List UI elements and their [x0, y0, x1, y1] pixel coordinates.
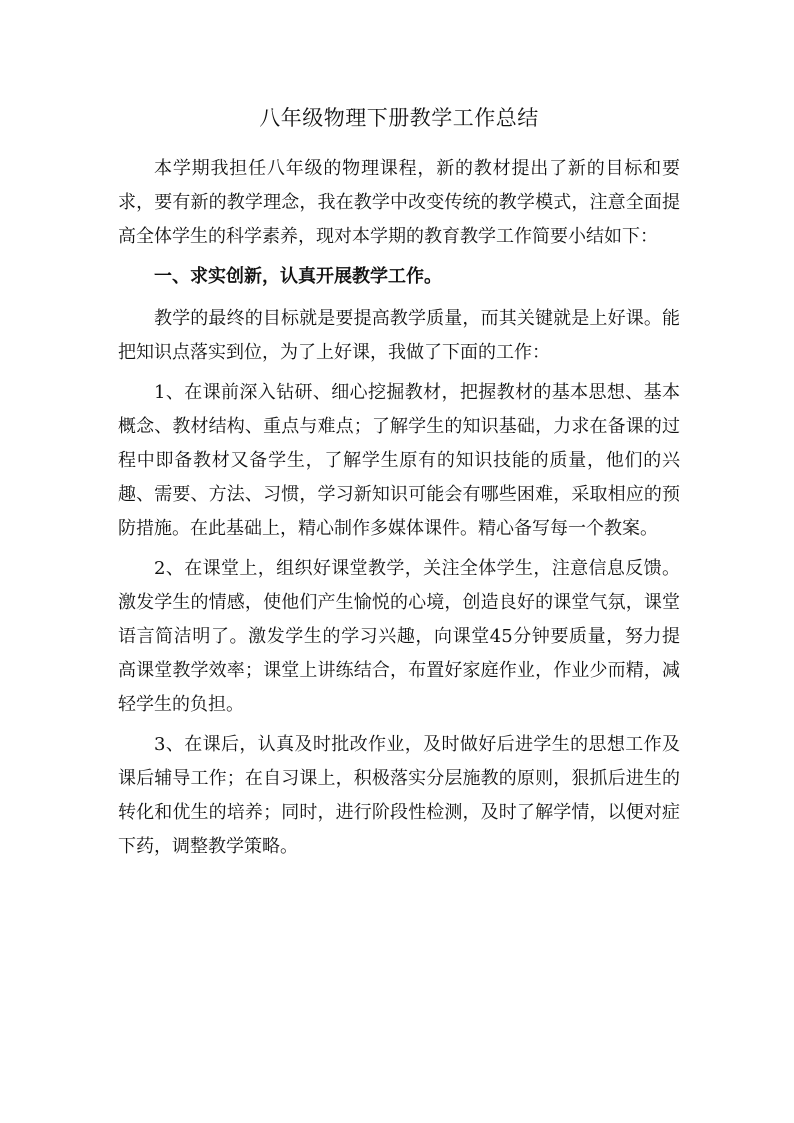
intro-paragraph: 本学期我担任八年级的物理课程，新的教材提出了新的目标和要求，要有新的教学理念，我在教学中改变传统的教学模式，注意全面提高全体学生的科学素养，现对本学期的教育教学工作简要小结如下： — [118, 158, 680, 247]
item-2-paragraph: 2、在课堂上，组织好课堂教学，关注全体学生，注意信息反馈。激发学生的情感，使他们产生愉悦的心境，创造良好的课堂气氛，课堂语言简洁明了。激发学生的学习兴趣，向课堂45分钟要质量，努力提高课堂教学效率；课堂上讲练结合，布置好家庭作业，作业少而精，减轻学生的负担。 — [118, 558, 680, 715]
document-title: 八年级物理下册教学工作总结 — [259, 106, 539, 130]
item-3-paragraph: 3、在课后，认真及时批改作业，及时做好后进学生的思想工作及课后辅导工作；在自习课上，积极落实分层施教的原则，狠抓后进生的转化和优生的培养；同时，进行阶段性检测，及时了解学情，以便对症下药，调整教学策略。 — [118, 734, 680, 857]
item-1-paragraph: 1、在课前深入钻研、细心挖掘教材，把握教材的基本思想、基本概念、教材结构、重点与难点；了解学生的知识基础，力求在备课的过程中即备教材又备学生，了解学生原有的知识技能的质量，他们的兴趣、需要、方法、习惯，学习新知识可能会有哪些困难，采取相应的预防措施。在此基础上，精心制作多媒体课件。精心备写每一个教案。 — [118, 382, 680, 539]
section-1-heading: 一、求实创新，认真开展教学工作。 — [154, 266, 442, 287]
section-1-intro-paragraph: 教学的最终的目标就是要提高教学质量，而其关键就是上好课。能把知识点落实到位，为了上好课，我做了下面的工作： — [118, 308, 680, 363]
document-page — [118, 98, 680, 870]
